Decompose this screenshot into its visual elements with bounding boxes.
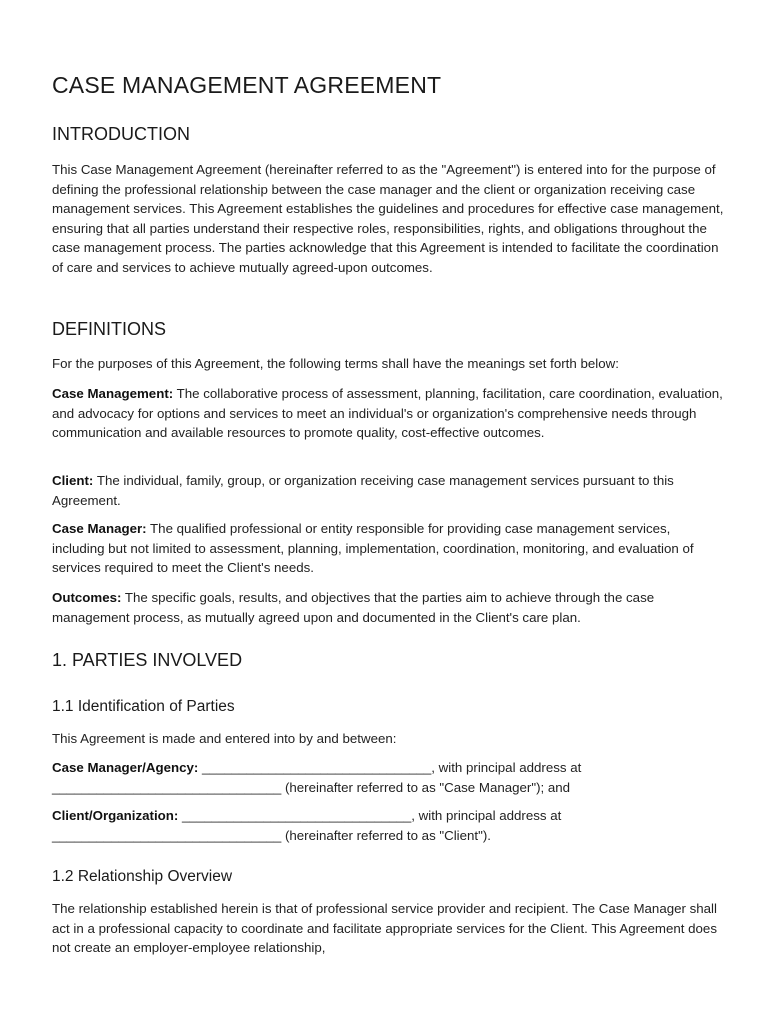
identification-heading: 1.1 Identification of Parties xyxy=(52,698,235,715)
case-manager-details: _______________________________, with principal address at _______________________________ (hereinafter referred to as "Case Manager"); and xyxy=(52,760,582,795)
definition-case-management xyxy=(52,384,724,443)
introduction-paragraph: This Case Management Agreement (hereinafter referred to as the "Agreement") is entered into for the purpose of defining the professional relationship between the case manager and the client or organization receiving case management services. This Agreement establishes the guidelines and procedures for effective case management, ensuring that all parties understand their respective roles, responsibilities, rights, and obligations throughout the case management process. The parties acknowledge that this Agreement is intended to facilitate the coordination of care and services to achieve mutually agreed-upon outcomes. xyxy=(52,162,724,275)
definition-term: Case Management: xyxy=(52,386,174,401)
definitions-heading: DEFINITIONS xyxy=(52,319,167,339)
client-label: Client/Organization: xyxy=(52,808,179,823)
parties-heading: 1. PARTIES INVOLVED xyxy=(52,650,243,670)
document-title: CASE MANAGEMENT AGREEMENT xyxy=(52,72,442,98)
definition-text: The collaborative process of assessment, planning, facilitation, care coordination, evaluation, and advocacy for options and services to meet an individual's or organization's comprehensive needs through communication and available resources to promote quality, cost-effective outcomes. xyxy=(52,386,723,440)
identification-intro: This Agreement is made and entered into by and between: xyxy=(52,731,397,746)
definition-client xyxy=(52,471,724,510)
definition-outcomes xyxy=(52,588,724,627)
relationship-heading: 1.2 Relationship Overview xyxy=(52,868,233,885)
definition-term: Case Manager: xyxy=(52,521,147,536)
definition-case-manager xyxy=(52,519,724,578)
definition-text: The specific goals, results, and objectives that the parties aim to achieve through the case management process, as mutually agreed upon and documented in the Client's care plan. xyxy=(52,590,655,625)
client-details: _______________________________, with principal address at _______________________________ (hereinafter referred to as "Client"). xyxy=(52,808,562,843)
relationship-paragraph: The relationship established herein is that of professional service provider and recipient. The Case Manager shall act in a professional capacity to coordinate and facilitate appropriate services for the Client. This Agreement does not create an employer-employee relationship, xyxy=(52,901,717,955)
definition-term: Client: xyxy=(52,473,94,488)
client-identification xyxy=(52,806,724,845)
definition-text: The individual, family, group, or organization receiving case management services pursuant to this Agreement. xyxy=(52,473,674,508)
case-manager-label: Case Manager/Agency: xyxy=(52,760,199,775)
case-manager-identification xyxy=(52,758,724,797)
introduction-heading: INTRODUCTION xyxy=(52,124,190,144)
definitions-intro: For the purposes of this Agreement, the following terms shall have the meanings set forth below: xyxy=(52,356,619,371)
definition-term: Outcomes: xyxy=(52,590,122,605)
definition-text: The qualified professional or entity responsible for providing case management services, including but not limited to assessment, planning, implementation, coordination, monitoring, and evaluation of services required to meet the Client's needs. xyxy=(52,521,694,575)
